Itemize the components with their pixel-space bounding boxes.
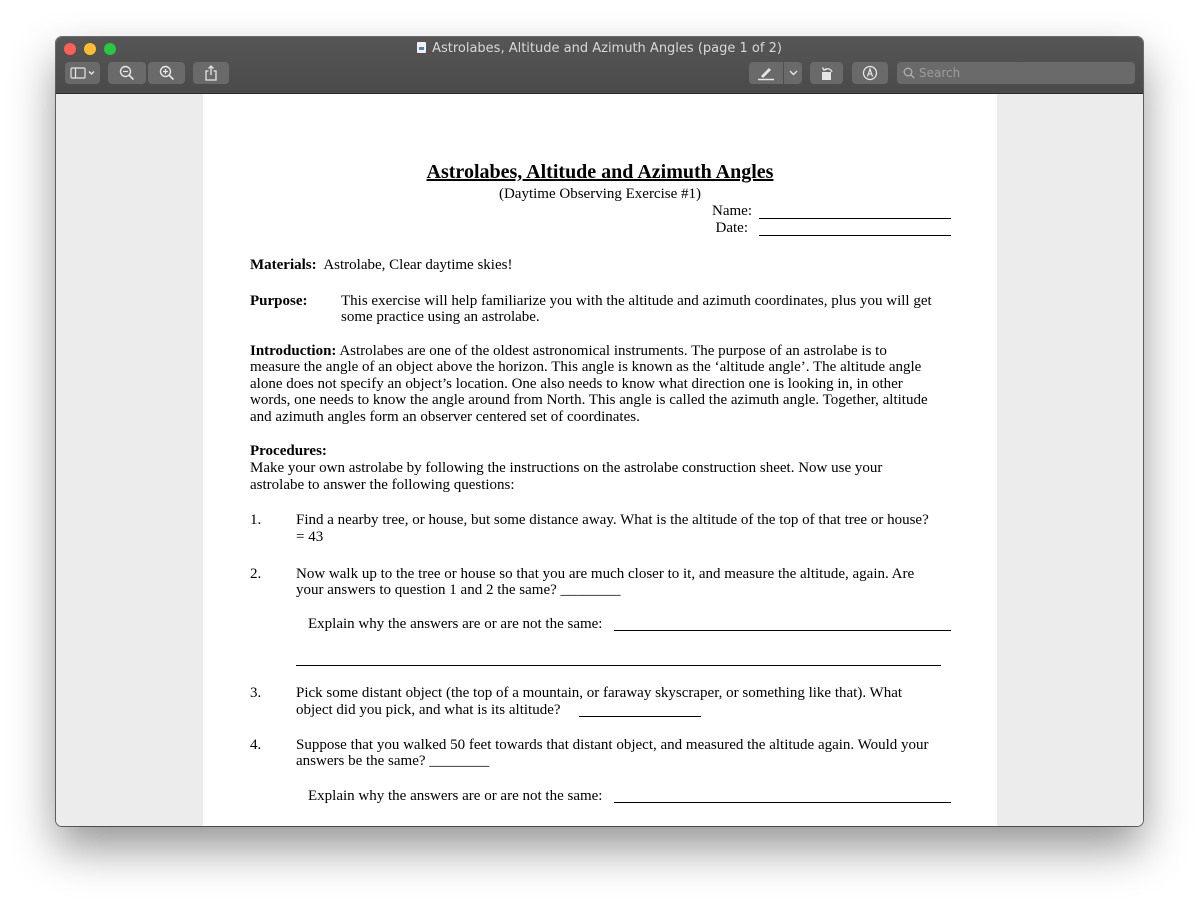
intro-line: and azimuth angles form an observer centered set of coordinates.	[250, 409, 640, 425]
question-answer: = 43	[296, 529, 324, 545]
search-input[interactable]	[919, 62, 1129, 84]
name-label: Name:	[712, 203, 752, 219]
intro-line: words, one needs to know the angle around from North. This angle is called the azimuth angle. Together, altitude	[250, 392, 928, 408]
date-label: Date:	[715, 220, 748, 236]
zoom-in-icon	[159, 65, 175, 81]
purpose-line: some practice using an astrolabe.	[341, 309, 540, 325]
title-bar	[56, 37, 1143, 94]
preview-window	[56, 37, 1143, 826]
question-line: answers be the same? ________	[296, 753, 490, 769]
materials-label: Materials:	[250, 257, 317, 273]
question-number: 2.	[250, 566, 262, 582]
intro-line: measure the angle of an object above the horizon. This angle is known as the ‘altitude angle’. The altitude angle	[250, 359, 922, 375]
search-field[interactable]	[897, 62, 1135, 84]
question-line: your answers to question 1 and 2 the same? ________	[296, 582, 621, 598]
name-blank	[759, 218, 951, 219]
rotate-icon	[819, 65, 835, 81]
intro-line: alone does not specify an object’s location. One also needs to know what direction one is looking in, in other	[250, 376, 903, 392]
procedures-label: Procedures:	[250, 443, 327, 459]
purpose-line: This exercise will help familiarize you with the altitude and azimuth coordinates, plus you will get	[341, 293, 932, 309]
document-page	[203, 94, 997, 826]
intro-line: Astrolabes are one of the oldest astronomical instruments. The purpose of an astrolabe is to	[339, 343, 887, 359]
sidebar-icon	[70, 67, 96, 79]
date-blank	[759, 235, 951, 236]
highlight-options-button[interactable]	[784, 62, 802, 84]
zoom-in-button[interactable]	[148, 62, 185, 84]
explain-blank	[614, 802, 951, 803]
markup-button[interactable]	[852, 62, 888, 84]
search-icon	[903, 67, 915, 79]
explain-blank	[614, 630, 951, 631]
document-viewport[interactable]	[56, 94, 1143, 826]
question-number: 1.	[250, 512, 262, 528]
share-button[interactable]	[193, 62, 229, 84]
procedures-line: astrolabe to answer the following questions:	[250, 477, 515, 493]
markup-icon	[862, 65, 878, 81]
share-icon	[204, 65, 218, 81]
intro-label: Introduction:	[250, 343, 337, 359]
pdf-document-icon	[417, 42, 426, 53]
highlight-pen-icon	[756, 65, 776, 81]
sidebar-button[interactable]	[65, 62, 100, 84]
explain-label: Explain why the answers are or are not the same:	[308, 616, 603, 632]
explain-label: Explain why the answers are or are not the same:	[308, 788, 603, 804]
chevron-down-icon	[789, 70, 798, 76]
zoom-out-icon	[119, 65, 135, 81]
question-line: Find a nearby tree, or house, but some distance away. What is the altitude of the top of that tree or house?	[296, 512, 929, 528]
question-line: Suppose that you walked 50 feet towards that distant object, and measured the altitude again. Would your	[296, 737, 929, 753]
document-title: Astrolabes, Altitude and Azimuth Angles	[426, 161, 774, 183]
zoom-out-button[interactable]	[108, 62, 146, 84]
window-title: Astrolabes, Altitude and Azimuth Angles (page 1 of 2)	[432, 41, 782, 56]
highlight-button[interactable]	[749, 62, 783, 84]
explain-blank-line	[296, 665, 941, 666]
question-line: Pick some distant object (the top of a mountain, or faraway skyscraper, or something like that). What	[296, 685, 903, 701]
answer-blank	[579, 716, 701, 717]
rotate-button[interactable]	[810, 62, 843, 84]
document-subtitle: (Daytime Observing Exercise #1)	[498, 186, 702, 202]
procedures-line: Make your own astrolabe by following the instructions on the astrolabe construction sheet. Now use your	[250, 460, 883, 476]
purpose-label: Purpose:	[250, 293, 308, 309]
question-line: Now walk up to the tree or house so that you are much closer to it, and measure the altitude, again. Are	[296, 566, 915, 582]
question-line: object did you pick, and what is its altitude?	[296, 702, 561, 718]
window-title-area	[56, 41, 1143, 57]
question-number: 3.	[250, 685, 262, 701]
question-number: 4.	[250, 737, 262, 753]
materials-text: Astrolabe, Clear daytime skies!	[323, 257, 513, 273]
